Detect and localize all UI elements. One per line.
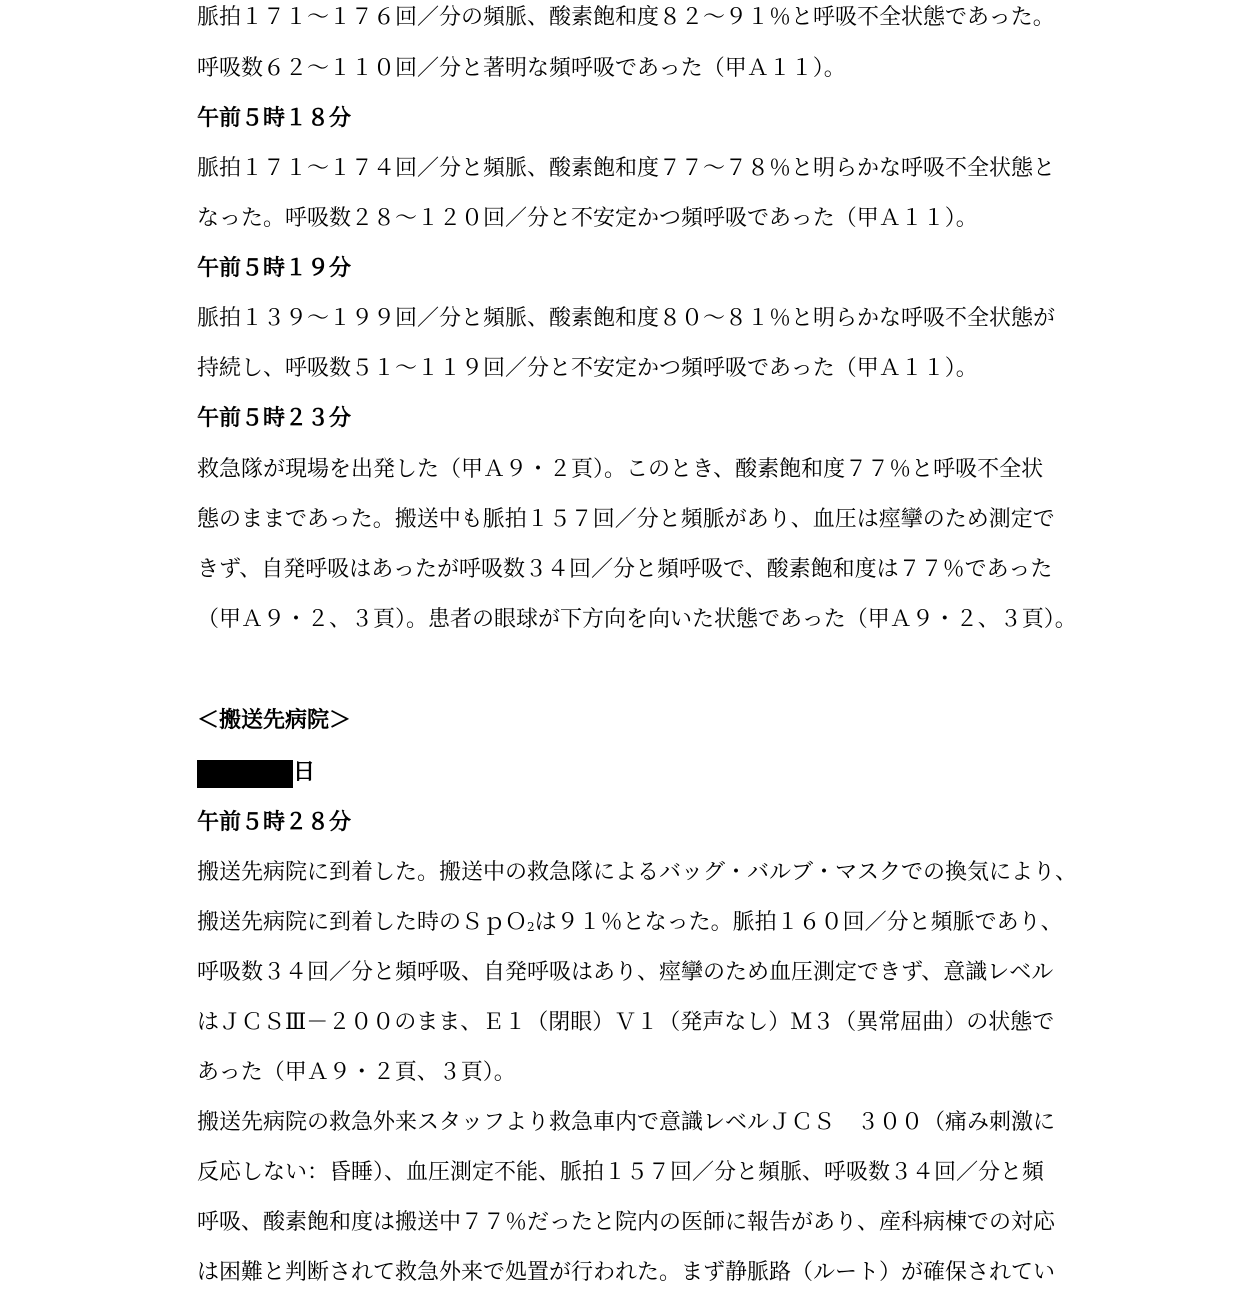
time-heading-0518: 午前５時１８分: [197, 106, 352, 131]
body-line-3: 脈拍１７１～１７４回／分と頻脈、酸素飽和度７７～７８％と明らかな呼吸不全状態と: [197, 156, 1056, 181]
body-line-9: きず、自発呼吸はあったが呼吸数３４回／分と頻呼吸で、酸素飽和度は７７％であった: [197, 557, 1053, 582]
body-line-6: 持続し、呼吸数５１～１１９回／分と不安定かつ頻呼吸であった（甲Ａ１１）。: [197, 356, 978, 381]
body-line-4: なった。呼吸数２８～１２０回／分と不安定かつ頻呼吸であった（甲Ａ１１）。: [197, 206, 978, 231]
body-line-19: は困難と判断されて救急外来で処置が行われた。まず静脈路（ルート）が確保されてい: [197, 1260, 1056, 1285]
body-line-14: はＪＣＳⅢ－２００のまま、Ｅ１（閉眼）Ｖ１（発声なし）Ｍ３（異常屈曲）の状態で: [197, 1010, 1055, 1035]
body-line-11: 搬送先病院に到着した。搬送中の救急隊によるバッグ・バルブ・マスクでの換気により、: [197, 860, 1078, 885]
body-line-12-b: は９１％となった。脈拍１６０回／分と頻脈であり、: [534, 910, 1063, 935]
body-line-5: 脈拍１３９～１９９回／分と頻脈、酸素飽和度８０～８１％と明らかな呼吸不全状態が: [197, 306, 1056, 331]
date-suffix: 日: [293, 760, 316, 785]
body-line-8: 態のままであった。搬送中も脈拍１５７回／分と頻脈があり、血圧は痙攣のため測定で: [197, 507, 1055, 532]
body-line-1: 脈拍１７１～１７６回／分の頻脈、酸素飽和度８２～９１％と呼吸不全状態であった。: [197, 5, 1055, 30]
time-heading-0519: 午前５時１９分: [197, 256, 352, 281]
time-heading-0523: 午前５時２３分: [197, 406, 352, 431]
section-heading-hospital: ＜搬送先病院＞: [197, 708, 352, 733]
time-heading-0528: 午前５時２８分: [197, 810, 352, 835]
body-line-16: 搬送先病院の救急外来スタッフより救急車内で意識レベルＪＣＳ ３００（痛み刺激に: [197, 1110, 1056, 1135]
body-line-15: あった（甲Ａ９・２頁、３頁）。: [197, 1060, 516, 1085]
redaction-block: [197, 760, 293, 788]
spo2-subscript: 2: [527, 920, 535, 934]
body-line-2: 呼吸数６２～１１０回／分と著明な頻呼吸であった（甲Ａ１１）。: [197, 56, 846, 81]
body-line-17: 反応しない：昏睡）、血圧測定不能、脈拍１５７回／分と頻脈、呼吸数３４回／分と頻: [197, 1160, 1045, 1185]
body-line-18: 呼吸、酸素飽和度は搬送中７７％だったと院内の医師に報告があり、産科病棟での対応: [197, 1210, 1056, 1235]
body-line-12: [197, 908, 1063, 938]
body-line-10: （甲Ａ９・２、３頁）。患者の眼球が下方向を向いた状態であった（甲Ａ９・２、３頁）。: [197, 607, 1077, 632]
body-line-7: 救急隊が現場を出発した（甲Ａ９・２頁）。このとき、酸素飽和度７７％と呼吸不全状: [197, 457, 1044, 482]
body-line-12-a: 搬送先病院に到着した時のＳｐＯ: [197, 910, 528, 935]
body-line-13: 呼吸数３４回／分と頻呼吸、自発呼吸はあり、痙攣のため血圧測定できず、意識レベル: [197, 960, 1054, 985]
